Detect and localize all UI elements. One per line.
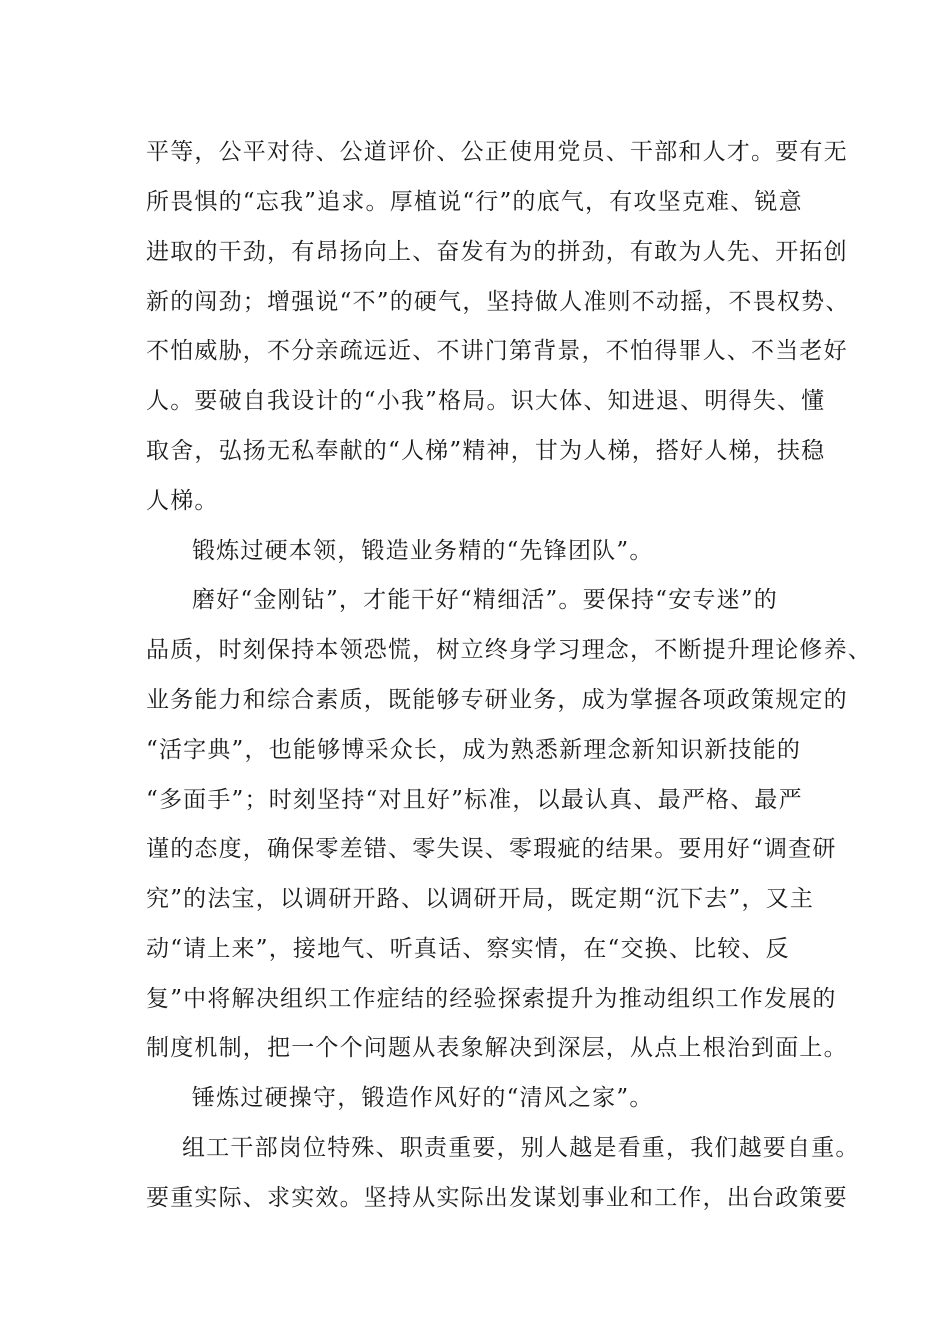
text-line: “活字典”，也能够博采众长，成为熟悉新理念新知识新技能的	[146, 737, 802, 763]
section-heading: 锻炼过硬本领，锻造业务精的“先锋团队”。	[192, 538, 654, 564]
text-line: 要重实际、求实效。坚持从实际出发谋划事业和工作，出台政策要	[146, 1185, 848, 1211]
text-line: 人。要破自我设计的“小我”格局。识大体、知进退、明得失、懂	[146, 388, 826, 414]
text-line: 谨的态度，确保零差错、零失误、零瑕疵的结果。要用好“调查研	[146, 836, 837, 862]
text-line: 所畏惧的“忘我”追求。厚植说“行”的底气，有攻坚克难、锐意	[146, 189, 803, 215]
text-line: 组工干部岗位特殊、职责重要，别人越是看重，我们越要自重。	[182, 1135, 860, 1161]
text-line: 业务能力和综合素质，既能够专研业务，成为掌握各项政策规定的	[146, 687, 848, 713]
text-line: “多面手”；时刻坚持“对且好”标准，以最认真、最严格、最严	[146, 787, 803, 813]
text-line: 品质，时刻保持本领恐慌，树立终身学习理念，不断提升理论修养、	[146, 637, 872, 663]
text-line: 不怕威胁，不分亲疏远近、不讲门第背景，不怕得罪人、不当老好	[146, 338, 848, 364]
text-line: 平等，公平对待、公道评价、公正使用党员、干部和人才。要有无	[146, 139, 848, 165]
text-line: 动“请上来”，接地气、听真话、察实情，在“交换、比较、反	[146, 936, 790, 962]
text-line: 进取的干劲，有昂扬向上、奋发有为的拼劲，有敢为人先、开拓创	[146, 239, 848, 265]
text-line: 磨好“金刚钻”，才能干好“精细活”。要保持“安专迷”的	[192, 587, 778, 613]
text-line: 究”的法宝，以调研开路、以调研开局，既定期“沉下去”，又主	[146, 886, 815, 912]
text-line: 取舍，弘扬无私奉献的“人梯”精神，甘为人梯，搭好人梯，扶稳	[146, 438, 826, 464]
text-line: 新的闯劲；增强说“不”的硬气，坚持做人准则不动摇，不畏权势、	[146, 289, 850, 315]
text-line: 人梯。	[146, 488, 219, 514]
text-line: 复”中将解决组织工作症结的经验探索提升为推动组织工作发展的	[146, 986, 837, 1012]
section-heading: 锤炼过硬操守，锻造作风好的“清风之家”。	[192, 1085, 654, 1111]
text-line: 制度机制，把一个个问题从表象解决到深层，从点上根治到面上。	[146, 1035, 848, 1061]
